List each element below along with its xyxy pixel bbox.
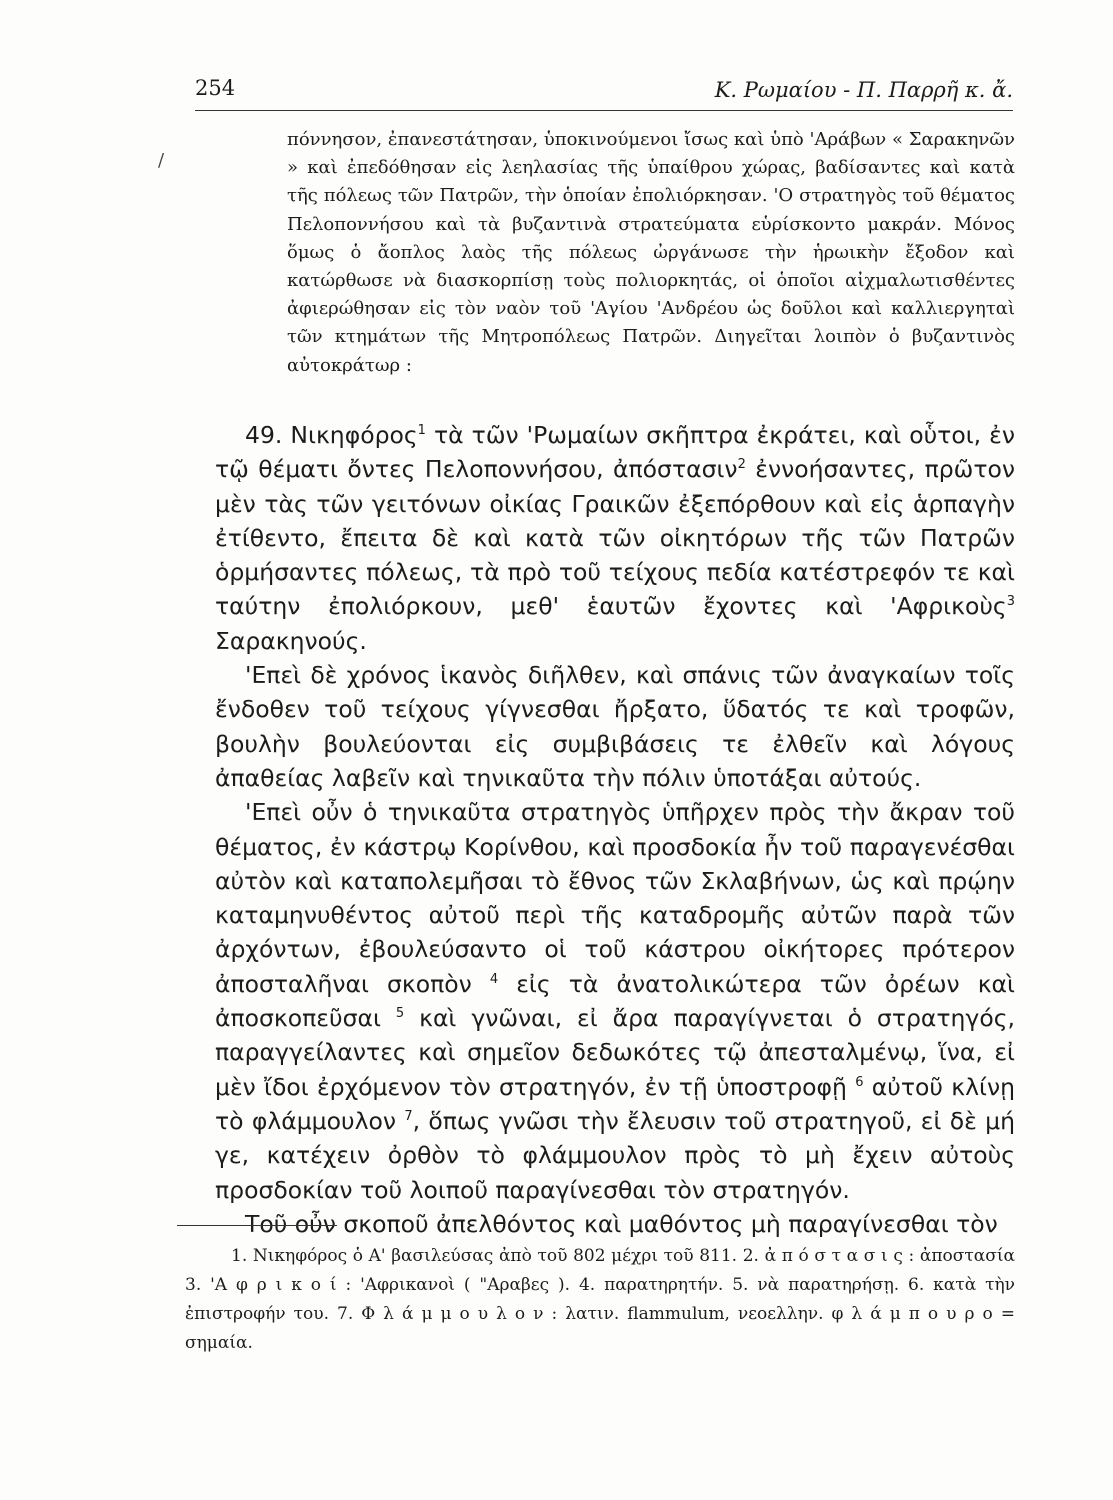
quote-text: τὰ τῶν 'Ρωμαίων σκῆπτρα ἐκράτει, καὶ οὗτοι, ἐν τῷ θέματι ὄντες Πελοποννήσου, ἀπόστασιν [215, 421, 1015, 484]
intro-paragraph: πόννησον, ἐπανεστάτησαν, ὑποκινούμενοι ἴσως καὶ ὑπὸ 'Αράβων « Σαρακηνῶν » καὶ ἐπεδόθησαν εἰς λεηλασίας τῆς ὑπαίθρου χώρας, βαδίσαντες καὶ κατὰ τῆς πόλεως τῶν Πατρῶν, τὴν ὁποίαν ἐπολιόρκησαν. 'Ο στρατηγὸς τοῦ θέματος Πελοποννήσου καὶ τὰ βυζαντινὰ στρατεύματα εὑρίσκοντο μακράν. Μόνος ὅμως ὁ ἄοπλος λαὸς τῆς πόλεως ὠργάνωσε τὴν ἡρωικὴν ἔξοδον καὶ κατώρθωσε νὰ διασκορπίσῃ τοὺς πολιορκητάς, οἱ ὁποῖοι αἰχμαλωτισθέντες ἀφιερώθησαν εἰς τὸν ναὸν τοῦ 'Αγίου 'Ανδρέου ὡς δοῦλοι καὶ καλλιεργηταὶ τῶν κτημάτων τῆς Μητροπόλεως Πατρῶν. Διηγεῖται λοιπὸν ὁ βυζαντινὸς αὐτοκράτωρ : [287, 129, 1015, 376]
quote-text: 'Επεὶ οὖν ὁ τηνικαῦτα στρατηγὸς ὑπῆρχεν πρὸς τὴν ἄκραν τοῦ θέματος, ἐν κάστρῳ Κορίνθου, καὶ προσδοκία ἦν τοῦ παραγενέσθαι αὐτὸν καὶ καταπολεμῆσαι τὸ ἔθνος τῶν Σκλαβήνων, ὡς καὶ πρῴην καταμηνυθέντος αὐτοῦ περὶ τῆς καταδρομῆς αὐτῶν παρὰ τῶν ἀρχόντων, ἐβουλεύσαντο οἱ τοῦ κάστρου οἰκήτορες πρότερον ἀποσταλῆναι σκοπὸν [215, 798, 1015, 998]
quote-paragraph-4: Τοῦ οὖν σκοποῦ ἀπελθόντος καὶ μαθόντος μὴ παραγίνεσθαι τὸν [245, 1209, 998, 1238]
header-rule [195, 110, 1013, 111]
page-header [195, 68, 1013, 108]
quote-text: ἐννοήσαντες, πρῶτον μὲν τὰς τῶν γειτόνων οἰκίας Γραικῶν ἐξεπόρθουν καὶ εἰς ἁρπαγὴν ἐτίθεντο, ἔπειτα δὲ καὶ κατὰ τῶν οἰκητόρων τῆς τῶν Πατρῶν ὁρμήσαντες πόλεως, τὰ πρὸ τοῦ τείχους πεδία κατέστρεφόν τε καὶ ταύτην ἐπολιόρκουν, μεθ' ἑαυτῶν ἔχοντες καὶ 'Αφρικοὺς [215, 455, 1015, 621]
section-number: 49. [245, 421, 283, 449]
margin-mark: / [158, 150, 165, 171]
footnote-ref-2: 2 [737, 457, 746, 473]
footnote-ref-7: 7 [404, 1108, 413, 1124]
quote-text: Νικηφόρος [290, 421, 418, 449]
quote-text: καὶ γνῶναι, εἰ ἄρα παραγίγνεται ὁ στρατηγός, παραγγείλαντες καὶ σημεῖον δεδωκότες τῷ ἀπεσταλμένῳ, ἵνα, εἰ μὲν ἴδοι ἐρχόμενον τὸν στρατηγόν, ἐν τῇ ὑποστροφῇ [215, 1004, 1015, 1101]
footnote-ref-1: 1 [417, 423, 426, 438]
quote-text: , ὅπως γνῶσι τὴν ἔλευσιν τοῦ στρατηγοῦ, εἰ δὲ μή γε, κατέχειν ὀρθὸν τὸ φλάμμουλον πρὸς τὸ μὴ ἔχειν αὐτοὺς προσδοκίαν τοῦ λοιποῦ παραγίνεσθαι τὸν στρατηγόν. [215, 1106, 1015, 1204]
footnote-ref-3: 3 [1006, 594, 1015, 610]
quote-paragraph-1 [215, 418, 1015, 658]
quote-text: αὐτοῦ κλίνῃ τὸ φλάμμουλον [215, 1072, 1015, 1135]
running-head: Κ. Ρωμαίου - Π. Παρρῆ κ. ἄ. [714, 78, 1013, 102]
footnote-ref-6: 6 [855, 1074, 864, 1090]
quote-text: εἰς τὰ ἀνατολικώτερα τῶν ὀρέων καὶ ἀποσκοπεῦσαι [215, 969, 1015, 1033]
quote-paragraph-3 [215, 795, 1015, 1207]
footnote-ref-4: 4 [489, 971, 499, 987]
footnote-ref-5: 5 [395, 1006, 405, 1022]
quote-text: Σαρακηνούς. [215, 626, 367, 655]
page-number: 254 [195, 76, 236, 100]
quote-paragraph-2: 'Επεὶ δὲ χρόνος ἱκανὸς διῆλθεν, καὶ σπάνις τῶν ἀναγκαίων τοῖς ἔνδοθεν τοῦ τείχους γίγνεσθαι ἤρξατο, ὕδατός τε καὶ τροφῶν, βουλὴν βουλεύονται εἰς συμβιβάσεις τε ἐλθεῖν καὶ λόγους ἀπαθείας λαβεῖν καὶ τηνικαῦτα τὴν πόλιν ὑποτάξαι αὐτούς. [215, 661, 1015, 792]
footnote-rule [177, 1225, 337, 1226]
quoted-passage [215, 418, 1015, 1241]
footnotes: 1. Νικηφόρος ὁ Α' βασιλεύσας ἀπὸ τοῦ 802 μέχρι τοῦ 811. 2. ἀ π ό σ τ α σ ι ς : ἀποστασία 3. 'Α φ ρ ι κ ο ί : 'Αφρικανοὶ ( "Αραβες ). 4. παρατηρητήν. 5. νὰ παρατηρήσῃ. 6. κατὰ τὴν ἐπιστροφήν του. 7. Φ λ ά μ μ ο υ λ ο ν : λατιν. flammulum, νεοελλην. φ λ ά μ π ο υ ρ ο = σημαία. [185, 1246, 1015, 1353]
